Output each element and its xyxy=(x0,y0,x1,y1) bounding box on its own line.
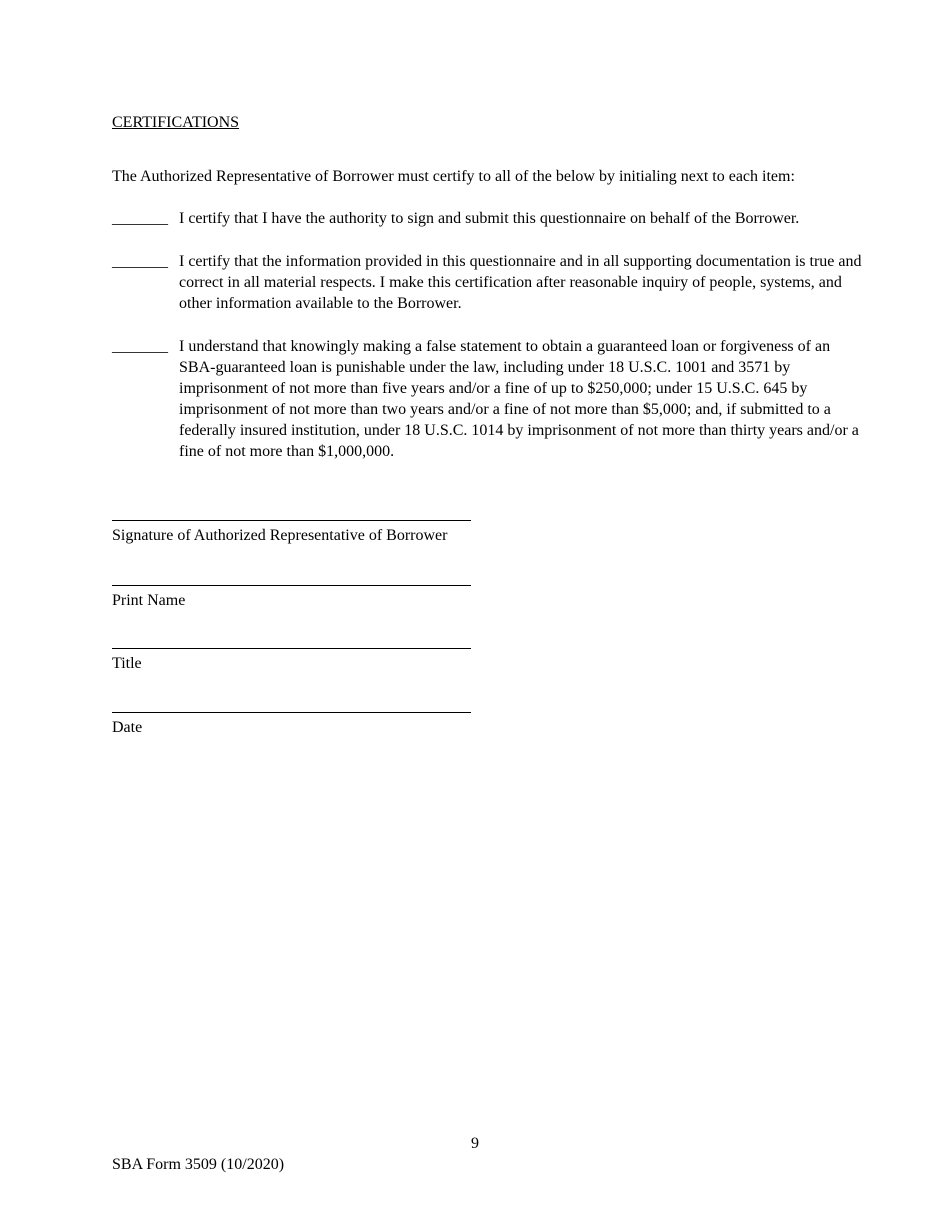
date-field xyxy=(112,712,472,738)
certification-text: I understand that knowingly making a false statement to obtain a guaranteed loan or forgiveness of an SBA-guaranteed loan is punishable under the law, including under 18 U.S.C. 1001 and 3571 by imprisonment of not more than five years and/or a fine of up to $250,000; under 15 U.S.C. 645 by imprisonment of not more than two years and/or a fine of not more than $5,000; and, if submitted to a federally insured institution, under 18 U.S.C. 1014 by imprisonment of not more than thirty years and/or a fine of not more than $1,000,000. xyxy=(179,338,859,460)
certification-text: I certify that the information provided in this questionnaire and in all supporting documentation is true and correct in all material respects. I make this certification after reasonable inquiry of people, systems, and other information available to the Borrower. xyxy=(179,253,862,312)
form-identifier: SBA Form 3509 (10/2020) xyxy=(112,1156,285,1173)
initial-blank[interactable]: _______ xyxy=(112,338,168,355)
title-line[interactable] xyxy=(112,648,471,649)
title-label: Title xyxy=(112,655,142,672)
date-label: Date xyxy=(112,719,143,736)
certification-item-penalty xyxy=(112,336,867,462)
certification-item-accuracy xyxy=(112,251,867,314)
print-name-label: Print Name xyxy=(112,592,186,609)
signature-label: Signature of Authorized Representative of Borrower xyxy=(112,527,448,544)
certification-text: I certify that I have the authority to sign and submit this questionnaire on behalf of the Borrower. xyxy=(179,210,800,227)
intro-text: The Authorized Representative of Borrower must certify to all of the below by initialing next to each item: xyxy=(112,168,795,185)
date-line[interactable] xyxy=(112,712,471,713)
initial-blank[interactable]: _______ xyxy=(112,210,168,227)
print-name-line[interactable] xyxy=(112,585,471,586)
signature-field xyxy=(112,520,472,546)
initial-blank[interactable]: _______ xyxy=(112,253,168,270)
page-number: 9 xyxy=(471,1135,479,1152)
certification-item-authority xyxy=(112,208,867,229)
title-field xyxy=(112,648,472,674)
section-heading: CERTIFICATIONS xyxy=(112,114,240,131)
signature-line[interactable] xyxy=(112,520,471,521)
print-name-field xyxy=(112,585,472,611)
